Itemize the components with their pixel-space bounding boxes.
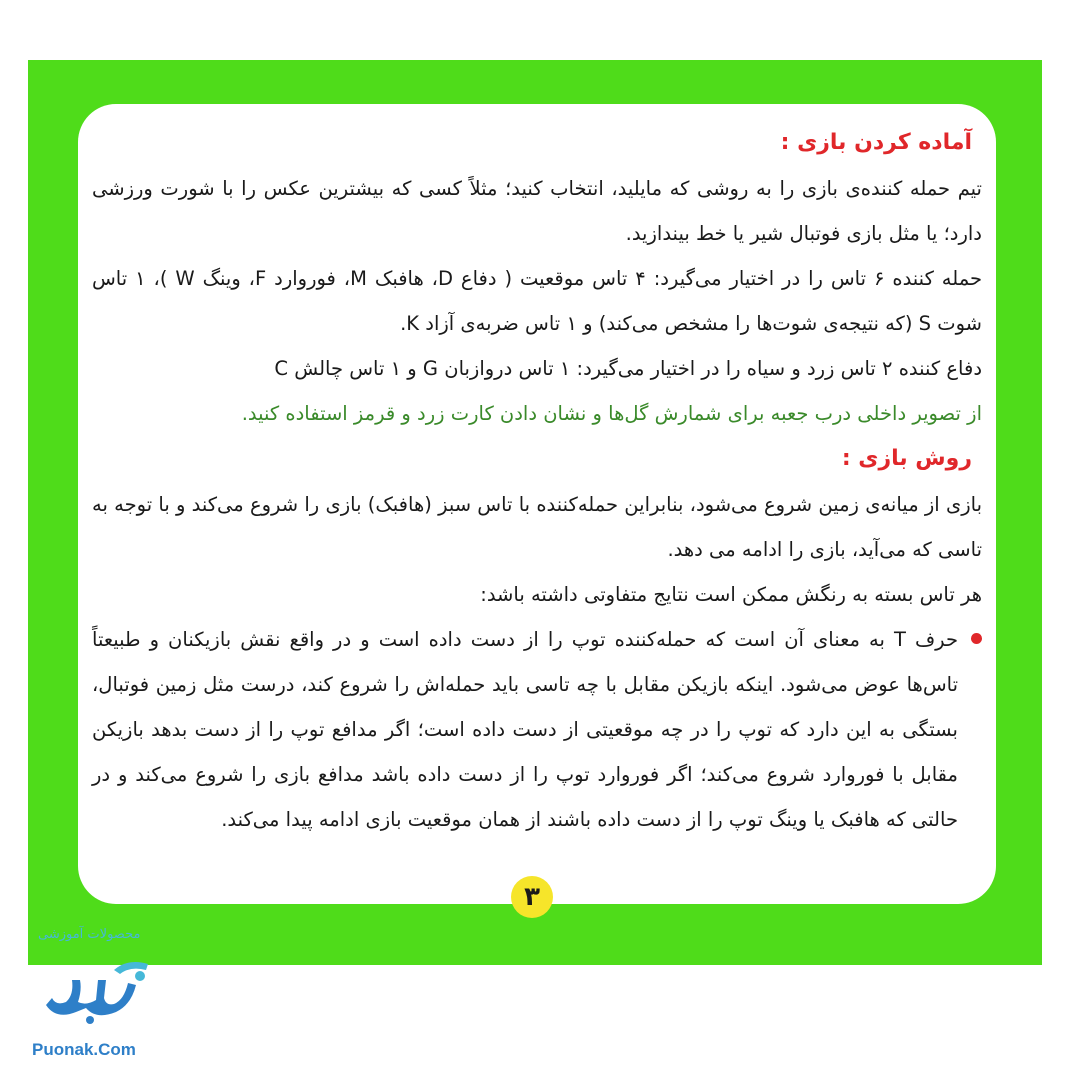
- setup-heading: آماده کردن بازی :: [780, 130, 972, 155]
- gameplay-heading: روش بازی :: [841, 446, 972, 471]
- gameplay-paragraph-start: بازی از میانه‌ی زمین شروع می‌شود، بنابراین حمله‌کننده با تاس سبز (هافبک) بازی را شروع می‌کند و با توجه به تاسی که می‌آید، بازی را ادامه می دهد.: [92, 493, 982, 561]
- setup-paragraph-defender-dice: دفاع کننده ۲ تاس زرد و سیاه را در اختیار می‌گیرد: ۱ تاس دروازبان G و ۱ تاس چالش C: [274, 357, 982, 380]
- logo-domain: Puonak.Com: [32, 1040, 136, 1059]
- watermark-subtitle: محصولات آموزشی: [38, 927, 141, 942]
- bullet-dot-icon: [971, 633, 982, 644]
- setup-paragraph-team: تیم حمله کننده‌ی بازی را به روشی که مایلید، انتخاب کنید؛ مثلاً کسی که بیشترین عکس را با شورت ورزشی دارد؛ یا مثل بازی فوتبال شیر یا خط بیندازید.: [92, 177, 982, 245]
- page-content: [92, 120, 982, 842]
- page-number-badge: ۳: [511, 876, 553, 918]
- puonak-logo-icon: [36, 950, 156, 1030]
- setup-paragraph-attacker-dice: حمله کننده ۶ تاس را در اختیار می‌گیرد: ۴ تاس موقعیت ( دفاع D، هافبک M، فوروارد F، وینگ W )، ۱ تاس شوت S (که نتیجه‌ی شوت‌ها را مشخص می‌کند) و ۱ تاس ضربه‌ی آزاد K.: [92, 267, 983, 335]
- setup-note: از تصویر داخلی درب جعبه برای شمارش گل‌ها و نشان دادن کارت زرد و قرمز استفاده کنید.: [241, 402, 982, 425]
- gameplay-paragraph-results: هر تاس بسته به رنگش ممکن است نتایج متفاوتی داشته باشد:: [480, 583, 982, 606]
- gameplay-bullet-text: حرف T به معنای آن است که حمله‌کننده توپ را از دست داده است و در واقع نقش بازیکنان و طبیعتاً تاس‌ها عوض می‌شود. اینکه بازیکن مقابل با چه تاسی باید حمله‌اش را شروع کند، درست مثل زمین فوتبال، بستگی به این دارد که توپ را در چه موقعیتی از دست داده است؛ اگر مدافع توپ را از دست بدهد بازیکن مقابل با فوروارد شروع می‌کند؛ اگر فوروارد توپ را از دست داده باشد مدافع بازی را شروع می‌کند و در حالتی که هافبک یا وینگ توپ را از دست داده باشند از همان موقعیت بازی ادامه پیدا می‌کند.: [92, 628, 958, 831]
- gameplay-bullet: [92, 617, 982, 842]
